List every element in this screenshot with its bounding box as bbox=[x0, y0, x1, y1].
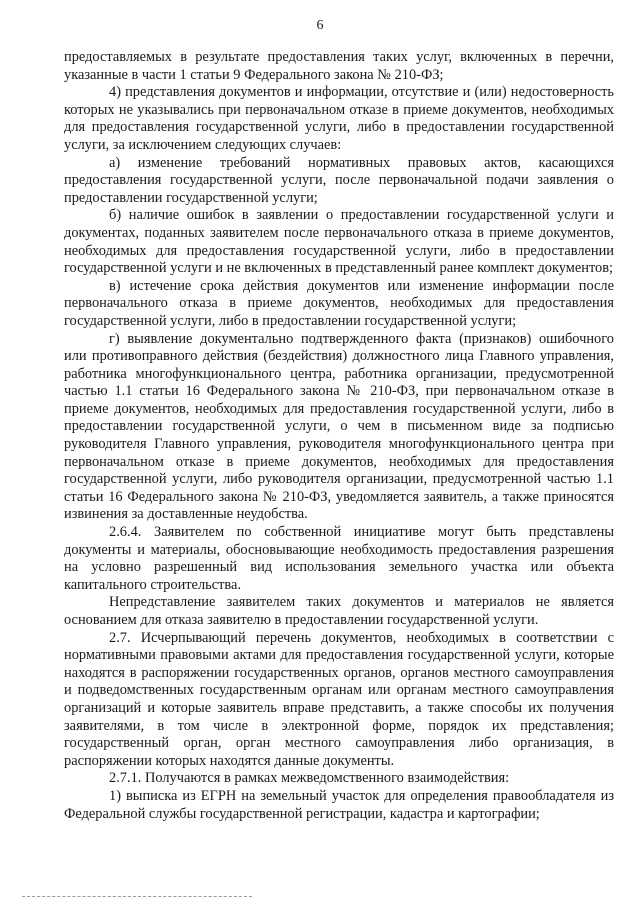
paragraph: 2.6.4. Заявителем по собственной инициативе могут быть представлены документы и материалы, обосновывающие необходимость предоставления разрешения на условно разрешенный вид использования земельного участка или объекта капитального строительства. bbox=[64, 524, 614, 593]
paragraph: Непредставление заявителем таких документов и материалов не является основанием для отказа заявителю в предоставлении государственной услуги. bbox=[64, 594, 614, 628]
paragraph: а) изменение требований нормативных правовых актов, касающихся предоставления государственной услуги, после первоначальной подачи заявления о предоставлении государственной услуги; bbox=[64, 154, 614, 206]
paragraph: 1) выписка из ЕГРН на земельный участок для определения правообладателя из Федеральной службы государственной регистрации, кадастра и картографии; bbox=[64, 787, 614, 822]
paragraph: в) истечение срока действия документов или изменение информации после первоначального отказа в приеме документов, необходимых для предоставления государственной услуги, либо в предоставлении государственной услуги; bbox=[64, 277, 614, 329]
document-body bbox=[64, 49, 614, 823]
paragraph: 2.7. Исчерпывающий перечень документов, необходимых в соответствии с нормативными правовыми актами для предоставления государственной услуги, которые находятся в распоряжении государственных органов, органов местного самоуправления и подведомственных государственным органам или органам местного самоуправления организаций и которые заявитель вправе представить, а также способы их получения заявителями, в том числе в электронной форме, порядок их представления; государственный орган, орган местного самоуправления либо организация, в распоряжении которых находятся данные документы. bbox=[64, 629, 614, 769]
paragraph: 4) представления документов и информации, отсутствие и (или) недостоверность которых не указывались при первоначальном отказе в приеме документов, необходимых для предоставления государственной услуги, либо в предоставлении государственной услуги, за исключением следующих случаев: bbox=[64, 84, 614, 153]
scan-bottom-artifact bbox=[22, 896, 252, 897]
paragraph: г) выявление документально подтвержденного факта (признаков) ошибочного или противоправного действия (бездействия) должностного лица Главного управления, работника многофункционального центра, работника организации, предусмотренной частью 1.1 статьи 16 Федерального закона № 210-ФЗ, при первоначальном отказе в приеме документов, необходимых для предоставления государственной услуги, либо в предоставлении государственной услуги, о чем в письменном виде за подписью руководителя Главного управления, руководителя многофункционального центра при первоначальном отказе в приеме документов, необходимых для предоставления государственной услуги, либо руководителя организации, предусмотренной частью 1.1 статьи 16 Федерального закона № 210-ФЗ, уведомляется заявитель, а также приносятся извинения за доставленные неудобства. bbox=[64, 330, 614, 523]
paragraph: б) наличие ошибок в заявлении о предоставлении государственной услуги и документах, поданных заявителем после первоначального отказа в приеме документов, необходимых для предоставления государственной услуги, либо в предоставлении государственной услуги и не включенных в представленный ранее комплект документов; bbox=[64, 207, 614, 277]
page-number: 6 bbox=[316, 18, 324, 33]
paragraph: предоставляемых в результате предоставления таких услуг, включенных в перечни, указанные в части 1 статьи 9 Федерального закона № 210-ФЗ; bbox=[64, 49, 614, 83]
paragraph: 2.7.1. Получаются в рамках межведомственного взаимодействия: bbox=[109, 770, 510, 787]
